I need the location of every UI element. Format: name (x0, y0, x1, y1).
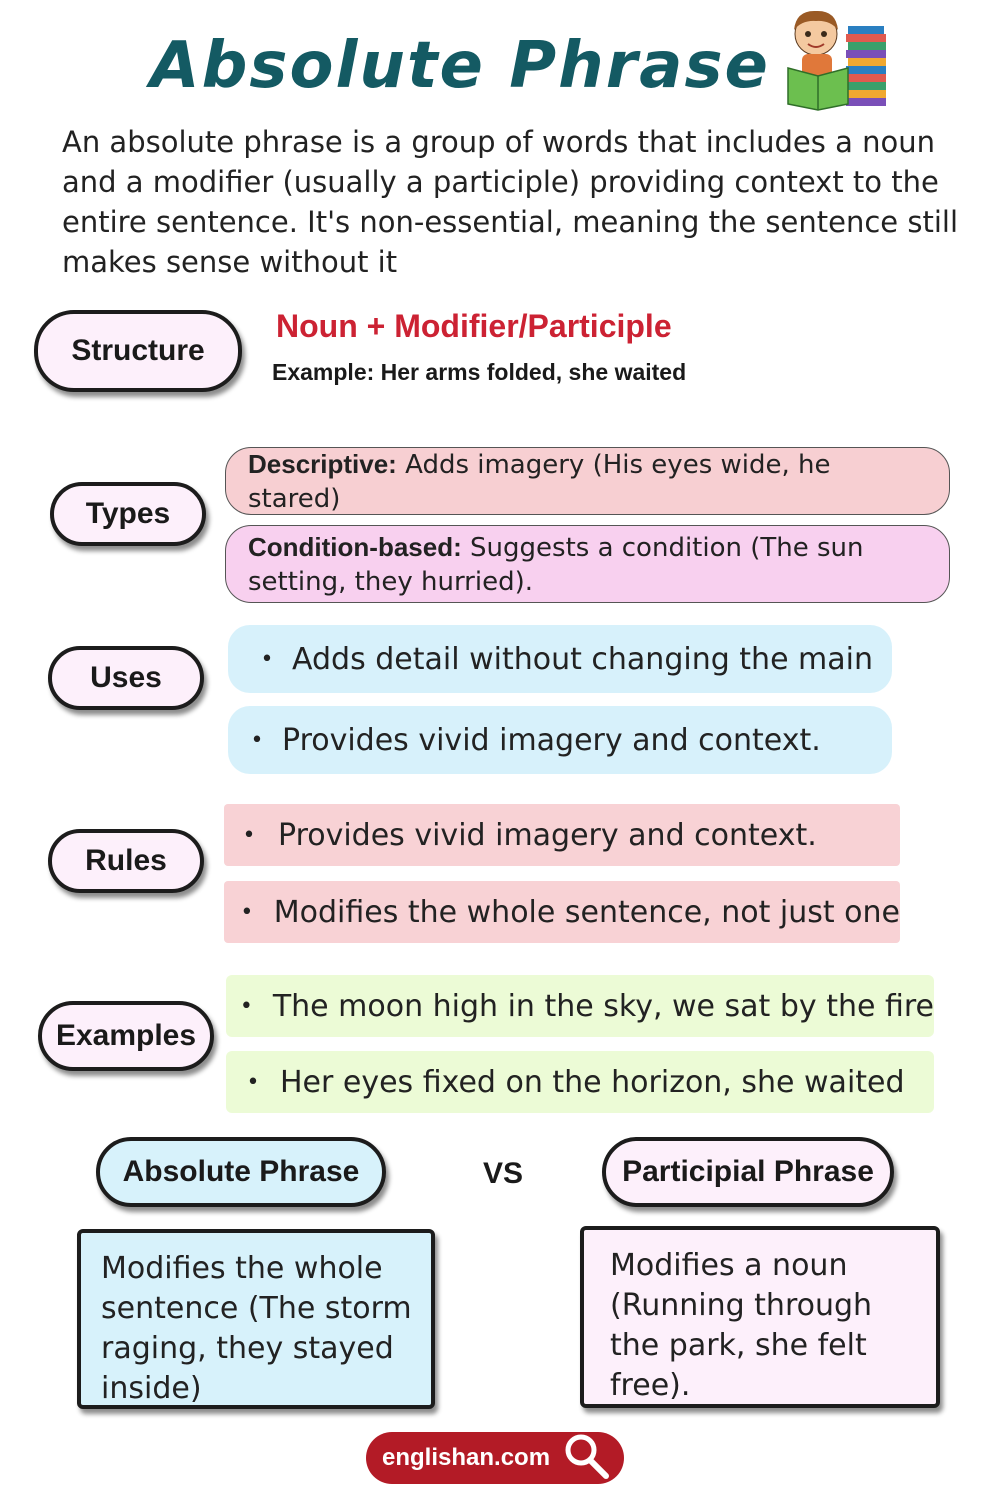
type-descriptive-term: Descriptive: (248, 448, 397, 479)
bullet-icon: • (242, 822, 256, 848)
uses-item (228, 706, 892, 774)
bullet-icon: • (260, 646, 274, 672)
boy-reading-book-icon (772, 6, 902, 112)
structure-example: Example: Her arms folded, she waited (272, 359, 687, 385)
type-condition-based (225, 525, 950, 603)
absolute-phrase-heading: Absolute Phrase (96, 1137, 386, 1207)
type-descriptive (225, 447, 950, 515)
examples-item (226, 975, 934, 1037)
intro-text: An absolute phrase is a group of words that includes a noun and a modifier (usually a participle) providing context to the entire sentence. It's non-essential, meaning the sentence still makes sense without it (62, 125, 958, 279)
page-title: Absolute Phrase (150, 29, 770, 103)
uses-item (228, 625, 892, 693)
uses-item-text: Adds detail without changing the main (292, 641, 874, 677)
bullet-icon: • (250, 727, 264, 753)
rules-item (224, 804, 900, 866)
bullet-icon: • (246, 1069, 260, 1095)
type-condition-term: Condition-based: (248, 531, 462, 562)
uses-item-text: Provides vivid imagery and context. (282, 722, 821, 758)
bullet-icon: • (239, 993, 253, 1019)
rules-label: Rules (48, 829, 204, 893)
rules-item-text: Provides vivid imagery and context. (278, 817, 817, 853)
vs-label: VS (482, 1157, 524, 1190)
structure-label: Structure (34, 310, 242, 392)
type-descriptive-text (248, 447, 927, 516)
rules-item-text: Modifies the whole sentence, not just one (273, 894, 900, 930)
rules-item (224, 881, 900, 943)
examples-item (226, 1051, 934, 1113)
examples-item-text: The moon high in the sky, we sat by the fire (272, 988, 934, 1024)
type-descriptive-definition: Adds imagery (His eyes wide, he stared) (248, 449, 831, 514)
participial-phrase-description: Modifies a noun (Running through the park, she felt free). (580, 1226, 940, 1408)
bullet-icon: • (240, 899, 254, 925)
type-condition-definition: Suggests a condition (The sun setting, they hurried). (248, 532, 864, 597)
type-condition-text (248, 530, 927, 599)
examples-item-text: Her eyes fixed on the horizon, she waited (280, 1064, 905, 1100)
participial-phrase-heading: Participial Phrase (602, 1137, 894, 1207)
footer-site-link[interactable]: englishan.com (382, 1444, 551, 1471)
types-label: Types (50, 482, 206, 546)
magnifier-icon (562, 1430, 612, 1480)
absolute-phrase-description: Modifies the whole sentence (The storm raging, they stayed inside) (77, 1229, 435, 1409)
structure-formula: Noun + Modifier/Participle (276, 308, 672, 344)
examples-label: Examples (38, 1001, 214, 1071)
uses-label: Uses (48, 646, 204, 710)
footer-site-badge[interactable] (366, 1432, 624, 1484)
